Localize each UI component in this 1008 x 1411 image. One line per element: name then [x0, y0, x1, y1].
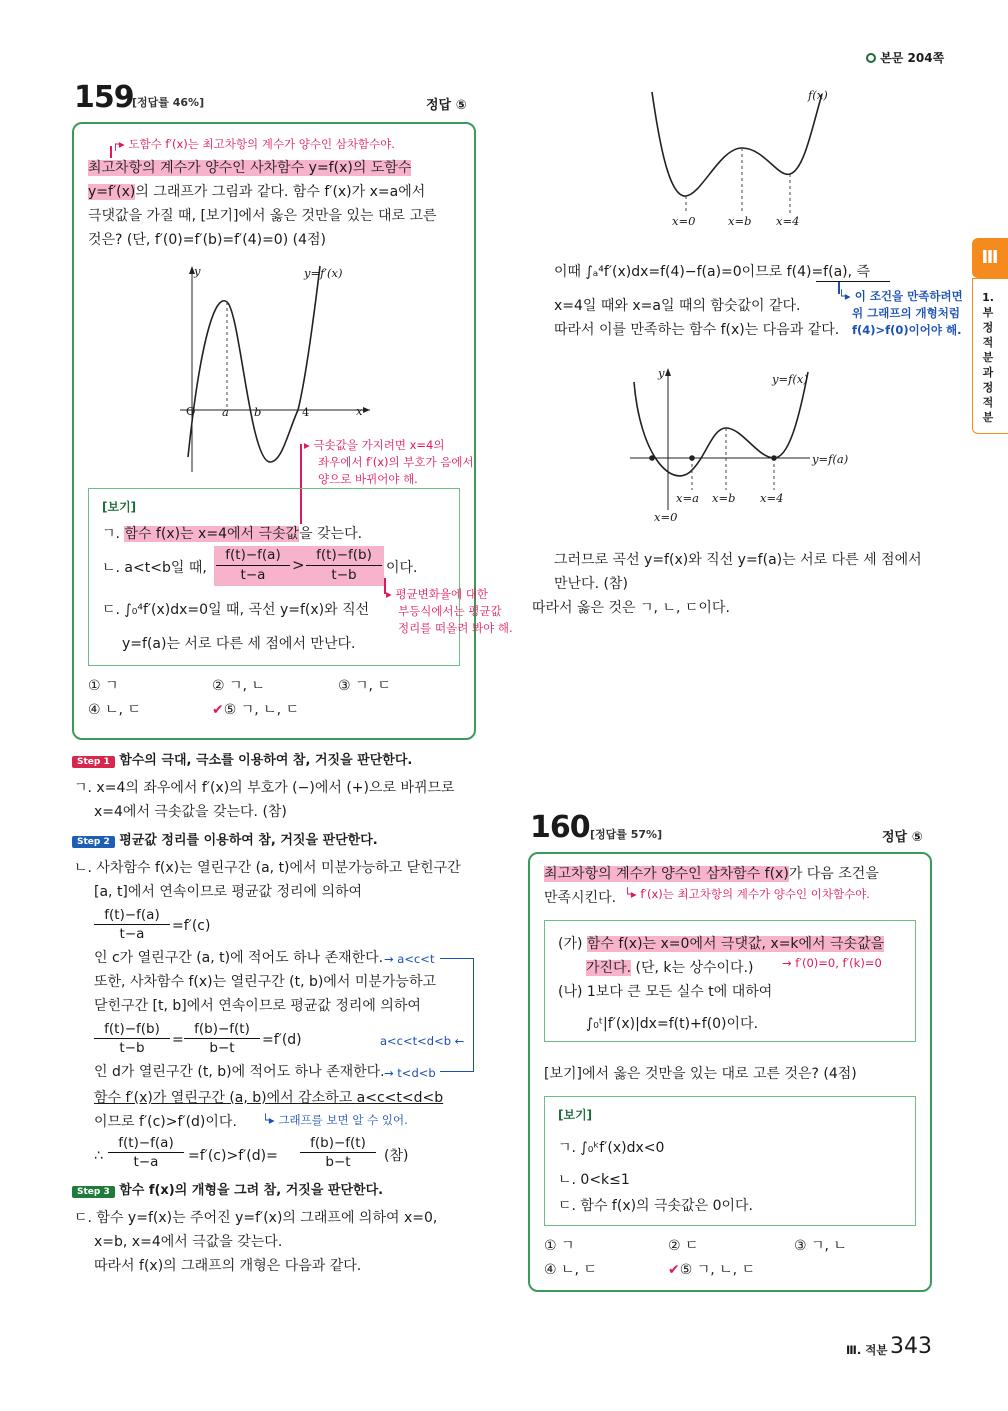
sol-conc-mid: =f′(c)>f′(d)= [188, 1148, 278, 1164]
sol-s2-l5: 닫힌구간 [t, b]에서 연속이므로 평균값 정리에 의하여 [94, 998, 421, 1014]
problem-number-159: 159 [74, 80, 134, 115]
arrow-icon: → [782, 956, 796, 970]
note-mvt-1: ▸ 평균변화율에 대한 [386, 587, 488, 601]
quartic-graph-2 [626, 364, 856, 514]
question-line-1: 최고차항의 계수가 양수인 사차함수 y=f(x)의 도함수 [88, 160, 412, 176]
question-line-4: 것은? (단, f′(0)=f′(b)=f′(4)=0) (4점) [88, 232, 326, 248]
graph-tick-a: a [222, 405, 229, 419]
condition-underline [816, 281, 890, 282]
right-line-1: 이때 ∫ₐ⁴f′(x)dx=f(4)−f(a)=0이므로 f(4)=f(a), 즉 [554, 264, 871, 280]
problem-rate-159: [정답률 46%] [132, 96, 205, 109]
note-c-range: → a<c<t [384, 952, 435, 966]
sol-s2-l7: 함수 f′(x)가 열린구간 (a, b)에서 감소하고 a<c<t<d<b [94, 1090, 444, 1106]
sol-conclusion-therefore: ∴ [94, 1148, 103, 1164]
right-line-4: 그러므로 곡선 y=f(x)와 직선 y=f(a)는 서로 다른 세 점에서 [554, 552, 922, 568]
p160-line-2: 만족시킨다. [544, 890, 617, 906]
p160-line-1: 최고차항의 계수가 양수인 삼차함수 f(x)가 다음 조건을 [544, 866, 879, 882]
choice-159-5[interactable]: ✔⑤ ㄱ, ㄴ, ㄷ [212, 702, 300, 718]
graph-x-label: x [356, 404, 363, 418]
page-reference: 본문 204쪽 [866, 49, 944, 66]
right-line-5: 만난다. (참) [554, 576, 628, 592]
choice-160-5[interactable]: ✔⑤ ㄱ, ㄴ, ㄷ [668, 1262, 756, 1278]
choice-160-1[interactable]: ① ㄱ [544, 1238, 575, 1254]
sol-s2-l2: [a, t]에서 연속이므로 평균값 정리에 의하여 [94, 884, 363, 900]
graph1-xb: x=b [728, 214, 752, 228]
choice-160-4[interactable]: ④ ㄴ, ㄷ [544, 1262, 597, 1278]
footer-page-number: 343 [890, 1334, 932, 1359]
graph-origin: O [186, 404, 196, 418]
note-cond-1: └▸ 이 조건을 만족하려면 [838, 289, 963, 303]
sol-eq1-rhs: =f′(c) [172, 918, 211, 934]
bogi-item-3b: y=f(a)는 서로 다른 세 점에서 만난다. [122, 636, 356, 652]
graph1-label: f(x) [808, 88, 828, 102]
sol-conc-frac-b: f(b)−f(t) b−t [300, 1134, 376, 1171]
question-line-3: 극댓값을 가질 때, [보기]에서 옳은 것만을 있는 대로 고른 [88, 208, 437, 224]
sol-s1-l2: x=4에서 극솟값을 갖는다. (참) [94, 804, 287, 820]
sol-s2-l8: 이므로 f′(c)>f′(d)이다. [94, 1114, 237, 1130]
check-mark-icon: ✔ [668, 1262, 680, 1278]
cond-a-2: 가진다. (단, k는 상수이다.) [586, 960, 754, 976]
arrow-icon: ┌▸ [112, 137, 129, 151]
problem-number-160: 160 [530, 810, 590, 845]
quartic-graph-1 [640, 88, 840, 218]
graph-y-label: y [194, 264, 201, 278]
sol-conc-frac-a: f(t)−f(a) t−a [108, 1134, 184, 1171]
step-1-heading: Step 1 함수의 극대, 극소를 이용하여 참, 거짓을 판단한다. [72, 748, 412, 774]
note-mvt-3: 정리를 떠올려 봐야 해. [398, 621, 513, 635]
note-bracket-right [440, 958, 474, 1072]
note-cd-order: a<c<t<d<b ← [380, 1034, 465, 1048]
cond-b-1: (나) 1보다 큰 모든 실수 t에 대하여 [558, 984, 773, 1000]
cond-b-2: ∫₀ᵗ|f′(x)|dx=f(t)+f(0)이다. [586, 1016, 759, 1032]
bogi-title-160: [보기] [558, 1108, 593, 1122]
sol-s2-l3: 인 c가 열린구간 (a, t)에 적어도 하나 존재한다. [94, 950, 384, 966]
graph1-x0: x=0 [672, 214, 696, 228]
graph2-y-label: y [658, 366, 665, 380]
fraction-2: f(t)−f(b) t−b [306, 546, 382, 585]
note-graph: └▸ 그래프를 보면 알 수 있어. [262, 1113, 408, 1127]
problem-rate-160: [정답률 57%] [590, 828, 663, 841]
right-line-6: 따라서 옳은 것은 ㄱ, ㄴ, ㄷ이다. [532, 600, 730, 616]
fraction-1: f(t)−f(a) t−a [216, 546, 290, 585]
bogi-item-2-end: 이다. [386, 560, 418, 576]
note-cond-3: f(4)>f(0)이어야 해. [852, 323, 962, 337]
arrow-icon: └▸ [262, 1113, 279, 1127]
sol-s3-l1: ㄷ. 함수 y=f(x)는 주어진 y=f′(x)의 그래프에 의하여 x=0, [74, 1210, 438, 1226]
answer-160: 정답 ⑤ [882, 830, 923, 845]
question-line-2: y=f′(x)의 그래프가 그림과 같다. 함수 f′(x)가 x=a에서 [88, 184, 426, 200]
graph1-x4: x=4 [776, 214, 800, 228]
sol-s3-l2: x=b, x=4에서 극값을 갖는다. [94, 1234, 283, 1250]
chapter-tab-label: 1. 부정적분과 정적분 [982, 291, 994, 424]
right-line-3: 따라서 이를 만족하는 함수 f(x)는 다음과 같다. [554, 322, 840, 338]
sol-s1-l1: ㄱ. x=4의 좌우에서 f′(x)의 부호가 (−)에서 (+)으로 바뀌므로 [74, 780, 455, 796]
choice-159-2[interactable]: ② ㄱ, ㄴ [212, 678, 265, 694]
graph2-x0: x=0 [654, 510, 678, 524]
sol-eq1-frac: f(t)−f(a) t−a [94, 906, 170, 943]
sol-eq2-rhs: =f′(d) [262, 1032, 302, 1048]
check-mark-icon: ✔ [212, 702, 224, 718]
choice-159-1[interactable]: ① ㄱ [88, 678, 119, 694]
note-mvt-2: 부등식에서는 평균값 [398, 604, 502, 618]
sol-eq2-frac-b: f(b)−f(t) b−t [184, 1020, 260, 1057]
graph-curve-label: y=f′(x) [304, 266, 343, 280]
chapter-tab[interactable]: Ⅲ [972, 238, 1008, 278]
footer-section: Ⅲ. 적분 [846, 1343, 888, 1357]
graph-tick-b: b [254, 405, 262, 419]
note-min-1: ▸ 극솟값을 가지려면 x=4의 [304, 438, 445, 452]
graph-tick-4: 4 [302, 405, 310, 419]
arrow-icon: ▸ [304, 438, 314, 452]
graph2-x4: x=4 [760, 491, 784, 505]
sol-s3-l3: 따라서 f(x)의 그래프의 개형은 다음과 같다. [94, 1258, 362, 1274]
choice-159-3[interactable]: ③ ㄱ, ㄷ [338, 678, 391, 694]
bogi160-1: ㄱ. ∫₀ᵏf′(x)dx<0 [558, 1140, 665, 1156]
sol-s2-l1: ㄴ. 사차함수 f(x)는 열린구간 (a, t)에서 미분가능하고 닫힌구간 [74, 860, 461, 876]
arrow-icon: ▸ [386, 587, 396, 601]
bogi-title-159: [보기] [102, 500, 137, 514]
graph2-line: y=f(a) [812, 452, 849, 466]
graph2-xb: x=b [712, 491, 736, 505]
arrow-icon: └▸ [838, 289, 855, 303]
note-p160-2: → f′(0)=0, f′(k)=0 [782, 956, 882, 970]
bogi-item-1: ㄱ. 함수 f(x)는 x=4에서 극솟값을 갖는다. [102, 526, 363, 542]
choice-160-3[interactable]: ③ ㄱ, ㄴ [794, 1238, 847, 1254]
arrow-icon: ← [451, 1034, 465, 1048]
bogi-item-2: ㄴ. a<t<b일 때, [102, 560, 207, 576]
step-3-heading: Step 3 함수 f(x)의 개형을 그려 참, 거짓을 판단한다. [72, 1178, 383, 1204]
sol-eq2-frac-a: f(t)−f(b) t−b [94, 1020, 170, 1057]
bogi160-2: ㄴ. 0<k≤1 [558, 1172, 630, 1188]
note-min-3: 양으로 바뀌어야 해. [318, 472, 418, 486]
note-p160-1: └▸ f′(x)는 최고차항의 계수가 양수인 이차함수야. [624, 887, 870, 901]
choice-159-4[interactable]: ④ ㄴ, ㄷ [88, 702, 141, 718]
greater-than: > [292, 556, 305, 574]
arrow-icon: → [384, 1066, 398, 1080]
arrow-icon: └▸ [624, 887, 641, 901]
graph2-xa: x=a [676, 491, 699, 505]
arrow-icon: → [384, 952, 398, 966]
sol-s2-l4: 또한, 사차함수 f(x)는 열린구간 (t, b)에서 미분가능하고 [94, 974, 436, 990]
cond-a-1: (가) 함수 f(x)는 x=0에서 극댓값, x=k에서 극솟값을 [558, 936, 885, 952]
step-2-heading: Step 2 평균값 정리를 이용하여 참, 거짓을 판단한다. [72, 828, 378, 854]
note-cond-2: 위 그래프의 개형처럼 [852, 306, 960, 320]
note-min-2: 좌우에서 f′(x)의 부호가 음에서 [318, 455, 474, 469]
circle-bullet-icon [866, 53, 876, 63]
sol-conc-end: (참) [384, 1148, 409, 1164]
sol-eq2-eq: = [172, 1032, 184, 1048]
graph2-curve: y=f(x) [772, 372, 808, 386]
p160-ask: [보기]에서 옳은 것만을 있는 대로 고른 것은? (4점) [544, 1066, 857, 1082]
bogi160-3: ㄷ. 함수 f(x)의 극솟값은 0이다. [558, 1198, 753, 1214]
bogi-item-3a: ㄷ. ∫₀⁴f′(x)dx=0일 때, 곡선 y=f(x)와 직선 [102, 602, 370, 618]
sol-s2-l6: 인 d가 열린구간 (t, b)에 적어도 하나 존재한다. [94, 1064, 385, 1080]
note-d-range: → t<d<b [384, 1066, 436, 1080]
right-line-2: x=4일 때와 x=a일 때의 함숫값이 같다. [554, 298, 801, 314]
note-derivative: ┌▸ 도함수 f′(x)는 최고차항의 계수가 양수인 삼차함수야. [112, 137, 395, 151]
choice-160-2[interactable]: ② ㄷ [668, 1238, 699, 1254]
answer-159: 정답 ⑤ [426, 98, 467, 113]
